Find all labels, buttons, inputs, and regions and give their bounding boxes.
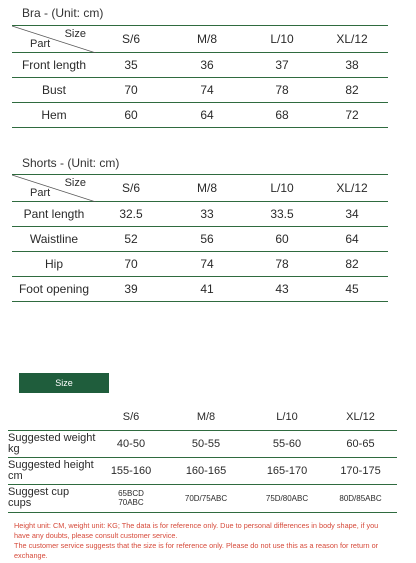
header-spacer — [8, 405, 100, 430]
corner-part-label: Part — [30, 38, 51, 50]
column-header: XL/12 — [316, 26, 388, 53]
table-row — [8, 484, 397, 512]
corner-cell — [12, 26, 96, 53]
table-cell: 55-60 — [250, 430, 324, 457]
table-cell: 33.5 — [248, 202, 316, 227]
table-cell: 32.5 — [96, 202, 166, 227]
shorts-section-title: Shorts - (Unit: cm) — [22, 156, 120, 170]
table-cell: 33 — [166, 202, 248, 227]
corner-size-label: Size — [64, 177, 86, 189]
table-cell: 74 — [166, 78, 248, 103]
column-header: M/8 — [196, 411, 216, 424]
table-cell: 56 — [166, 227, 248, 252]
column-header: L/10 — [248, 175, 316, 202]
table-cell: 74 — [166, 252, 248, 277]
column-header: S/6 — [96, 26, 166, 53]
table-cell: 38 — [316, 53, 388, 78]
corner-cell — [12, 175, 96, 202]
table-cell: 72 — [316, 103, 388, 128]
column-header: S/6 — [122, 411, 140, 424]
column-header: L/10 — [248, 26, 316, 53]
row-label: Hem — [12, 103, 96, 128]
table-cell: 75D/80ABC — [250, 484, 324, 512]
table-row — [12, 227, 388, 252]
table-cell: 170-175 — [324, 457, 397, 484]
table-cell: 43 — [248, 277, 316, 302]
table-cell: 50-55 — [162, 430, 250, 457]
bra-size-table — [12, 25, 388, 128]
table-cell: 39 — [96, 277, 166, 302]
table-cell: 34 — [316, 202, 388, 227]
table-row — [12, 53, 388, 78]
table-row — [8, 457, 397, 484]
table-cell: 65BCD 70ABC — [100, 484, 162, 512]
table-cell: 80D/85ABC — [324, 484, 397, 512]
column-header: XL/12 — [346, 411, 375, 424]
table-row — [12, 78, 388, 103]
row-label: Foot opening — [12, 277, 96, 302]
bra-section-title: Bra - (Unit: cm) — [22, 6, 104, 20]
table-cell: 82 — [316, 252, 388, 277]
table-cell: 70D/75ABC — [162, 484, 250, 512]
row-label: Suggested weight kg — [8, 430, 100, 457]
disclaimer-note — [14, 521, 384, 561]
table-row — [12, 202, 388, 227]
corner-part-label: Part — [30, 187, 51, 199]
table-cell: 68 — [248, 103, 316, 128]
column-header: M/8 — [166, 175, 248, 202]
table-cell: 60 — [96, 103, 166, 128]
table-header-row — [12, 26, 388, 53]
table-header-row — [12, 175, 388, 202]
column-header: S/6 — [96, 175, 166, 202]
table-cell: 70 — [96, 78, 166, 103]
note-line: The customer service suggests that the size is for reference only. Please do not use this as a reason for return or exchange. — [14, 541, 379, 560]
table-cell: 160-165 — [162, 457, 250, 484]
row-label: Pant length — [12, 202, 96, 227]
row-label: Suggest cup cups — [8, 484, 100, 512]
table-row — [12, 277, 388, 302]
corner-size-label: Size — [64, 28, 86, 40]
column-header: XL/12 — [316, 175, 388, 202]
column-header: M/8 — [166, 26, 248, 53]
table-row — [12, 252, 388, 277]
row-label: Suggested height cm — [8, 457, 100, 484]
table-cell: 82 — [316, 78, 388, 103]
table-cell: 40-50 — [100, 430, 162, 457]
table-cell: 52 — [96, 227, 166, 252]
recommendations-header-row — [8, 405, 397, 430]
table-cell: 37 — [248, 53, 316, 78]
table-row — [12, 103, 388, 128]
table-cell: 155-160 — [100, 457, 162, 484]
size-recommendations-badge: Size recommendations — [19, 373, 109, 393]
table-cell: 41 — [166, 277, 248, 302]
table-cell: 45 — [316, 277, 388, 302]
table-cell: 78 — [248, 252, 316, 277]
row-label: Hip — [12, 252, 96, 277]
row-label: Front length — [12, 53, 96, 78]
table-cell: 64 — [316, 227, 388, 252]
table-row — [8, 430, 397, 457]
table-cell: 70 — [96, 252, 166, 277]
shorts-size-table — [12, 174, 388, 302]
recommendations-table — [8, 405, 397, 513]
column-header: L/10 — [276, 411, 298, 424]
table-cell: 35 — [96, 53, 166, 78]
table-cell: 60-65 — [324, 430, 397, 457]
table-cell: 60 — [248, 227, 316, 252]
note-line: Height unit: CM, weight unit: KG; The data is for reference only. Due to personal differences in body shape, if you have any doubts, please consult customer service. — [14, 521, 379, 540]
table-cell: 64 — [166, 103, 248, 128]
row-label: Bust — [12, 78, 96, 103]
table-cell: 36 — [166, 53, 248, 78]
table-cell: 165-170 — [250, 457, 324, 484]
table-cell: 78 — [248, 78, 316, 103]
row-label: Waistline — [12, 227, 96, 252]
